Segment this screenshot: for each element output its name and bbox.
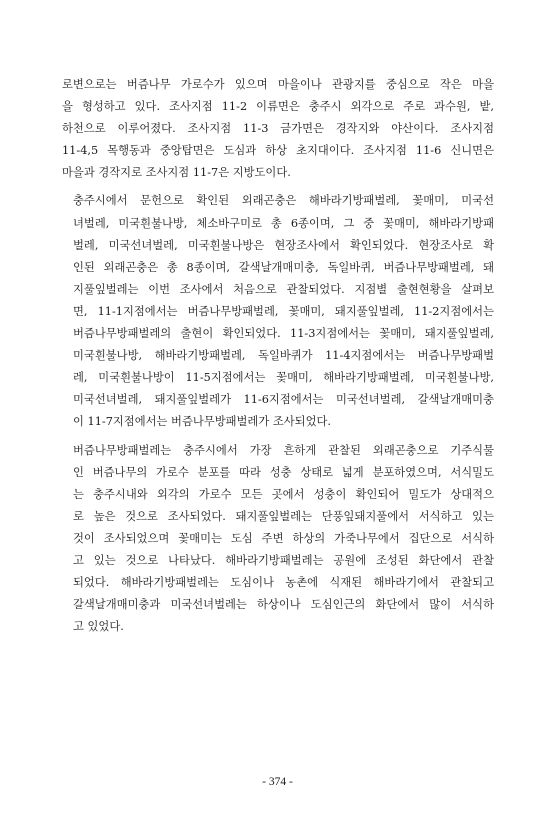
text-line: 마을과 경작지로 조사지점 11-7은 지방도이다. bbox=[62, 166, 291, 180]
text-line: 되었다. 해바라기방패벌레는 도심이나 농촌에 식재된 해바라기에서 관찰되고 bbox=[73, 576, 494, 590]
text-line: 로변으로는 버즘나무 가로수가 있으며 마을이나 관광지를 중심으로 작은 마을 bbox=[62, 78, 494, 91]
text-line: 충주시에서 문헌으로 확인된 외래곤충은 해바라기방패벌레, 꽃매미, 미국선 bbox=[73, 194, 494, 208]
text-line: 미국선녀벌레, 돼지풀잎벌레가 11-6지점에서는 미국선녀벌레, 갈색날개매미충 bbox=[73, 393, 494, 407]
text-line: 버즘나무방패벌레는 충주시에서 가장 흔하게 관찰된 외래곤충으로 기주식물 bbox=[73, 443, 494, 457]
text-line: 는 충주시내와 외각의 가로수 모든 곳에서 성충이 확인되어 밀도가 상대적으 bbox=[73, 487, 494, 501]
paragraph-3 bbox=[62, 440, 494, 639]
text-line: 이 11-7지점에서는 버즘나무방패벌레가 조사되었다. bbox=[73, 415, 332, 429]
text-line: 로 높은 것으로 조사되었다. 돼지풀잎벌레는 단풍잎돼지풀에서 서식하고 있는 bbox=[73, 509, 494, 523]
page-body bbox=[62, 74, 494, 638]
text-line: 을 형성하고 있다. 조사지점 11-2 이류면은 충주시 외각으로 주로 과수원, 밭, bbox=[62, 100, 494, 114]
text-line: 11-4,5 목행동과 중앙탑면은 도심과 하상 초지대이다. 조사지점 11-6 신니면은 bbox=[62, 144, 494, 158]
text-line: 지풀잎벌레는 이번 조사에서 처음으로 관찰되었다. 지점별 출현현황을 살펴보 bbox=[73, 282, 494, 296]
paragraph-1 bbox=[62, 74, 494, 184]
text-line: 버즘나무방패벌레의 출현이 확인되었다. 11-3지점에서는 꽃매미, 돼지풀잎벌레, bbox=[73, 327, 494, 341]
text-line: 레, 미국흰불나방이 11-5지점에서는 꽃매미, 해바라기방패벌레, 미국흰불나방, bbox=[73, 371, 494, 385]
text-line: 고 있었다. bbox=[73, 620, 124, 634]
text-line: 인된 외래곤충은 총 8종이며, 갈색날개매미충, 독일바퀴, 버즘나무방패벌레, 돼 bbox=[73, 260, 494, 274]
text-line: 것이 조사되었으며 꽃매미는 도심 주변 하상의 가죽나무에서 집단으로 서식하 bbox=[73, 531, 494, 545]
text-line: 녀벌레, 미국흰불나방, 체소바구미로 총 6종이며, 그 중 꽃매미, 해바라기방패 bbox=[73, 216, 494, 230]
text-line: 면, 11-1지점에서는 버즘나무방패벌레, 꽃매미, 돼지풀잎벌레, 11-2지점에서는 bbox=[73, 304, 494, 318]
text-line: 벌레, 미국선녀벌레, 미국흰불나방은 현장조사에서 확인되었다. 현장조사로 확 bbox=[73, 238, 494, 252]
text-line: 고 있는 것으로 나타났다. 해바라기방패벌레는 공원에 조성된 화단에서 관찰 bbox=[73, 553, 494, 567]
paragraph-2 bbox=[62, 190, 494, 433]
text-line: 하천으로 이루어졌다. 조사지점 11-3 금가면은 경작지와 야산이다. 조사지점 bbox=[62, 122, 494, 136]
text-line: 갈색날개매미충과 미국선녀벌레는 하상이나 도심인근의 화단에서 많이 서식하 bbox=[73, 598, 494, 612]
text-line: 인 버즘나무의 가로수 분포를 따라 성충 상태로 넓게 분포하였으며, 서식밀도 bbox=[73, 465, 494, 479]
page-number: - 374 - bbox=[262, 776, 293, 788]
text-line: 미국흰불나방, 해바라기방패벌레, 독일바퀴가 11-4지점에서는 버즘나무방패벌 bbox=[73, 349, 494, 363]
